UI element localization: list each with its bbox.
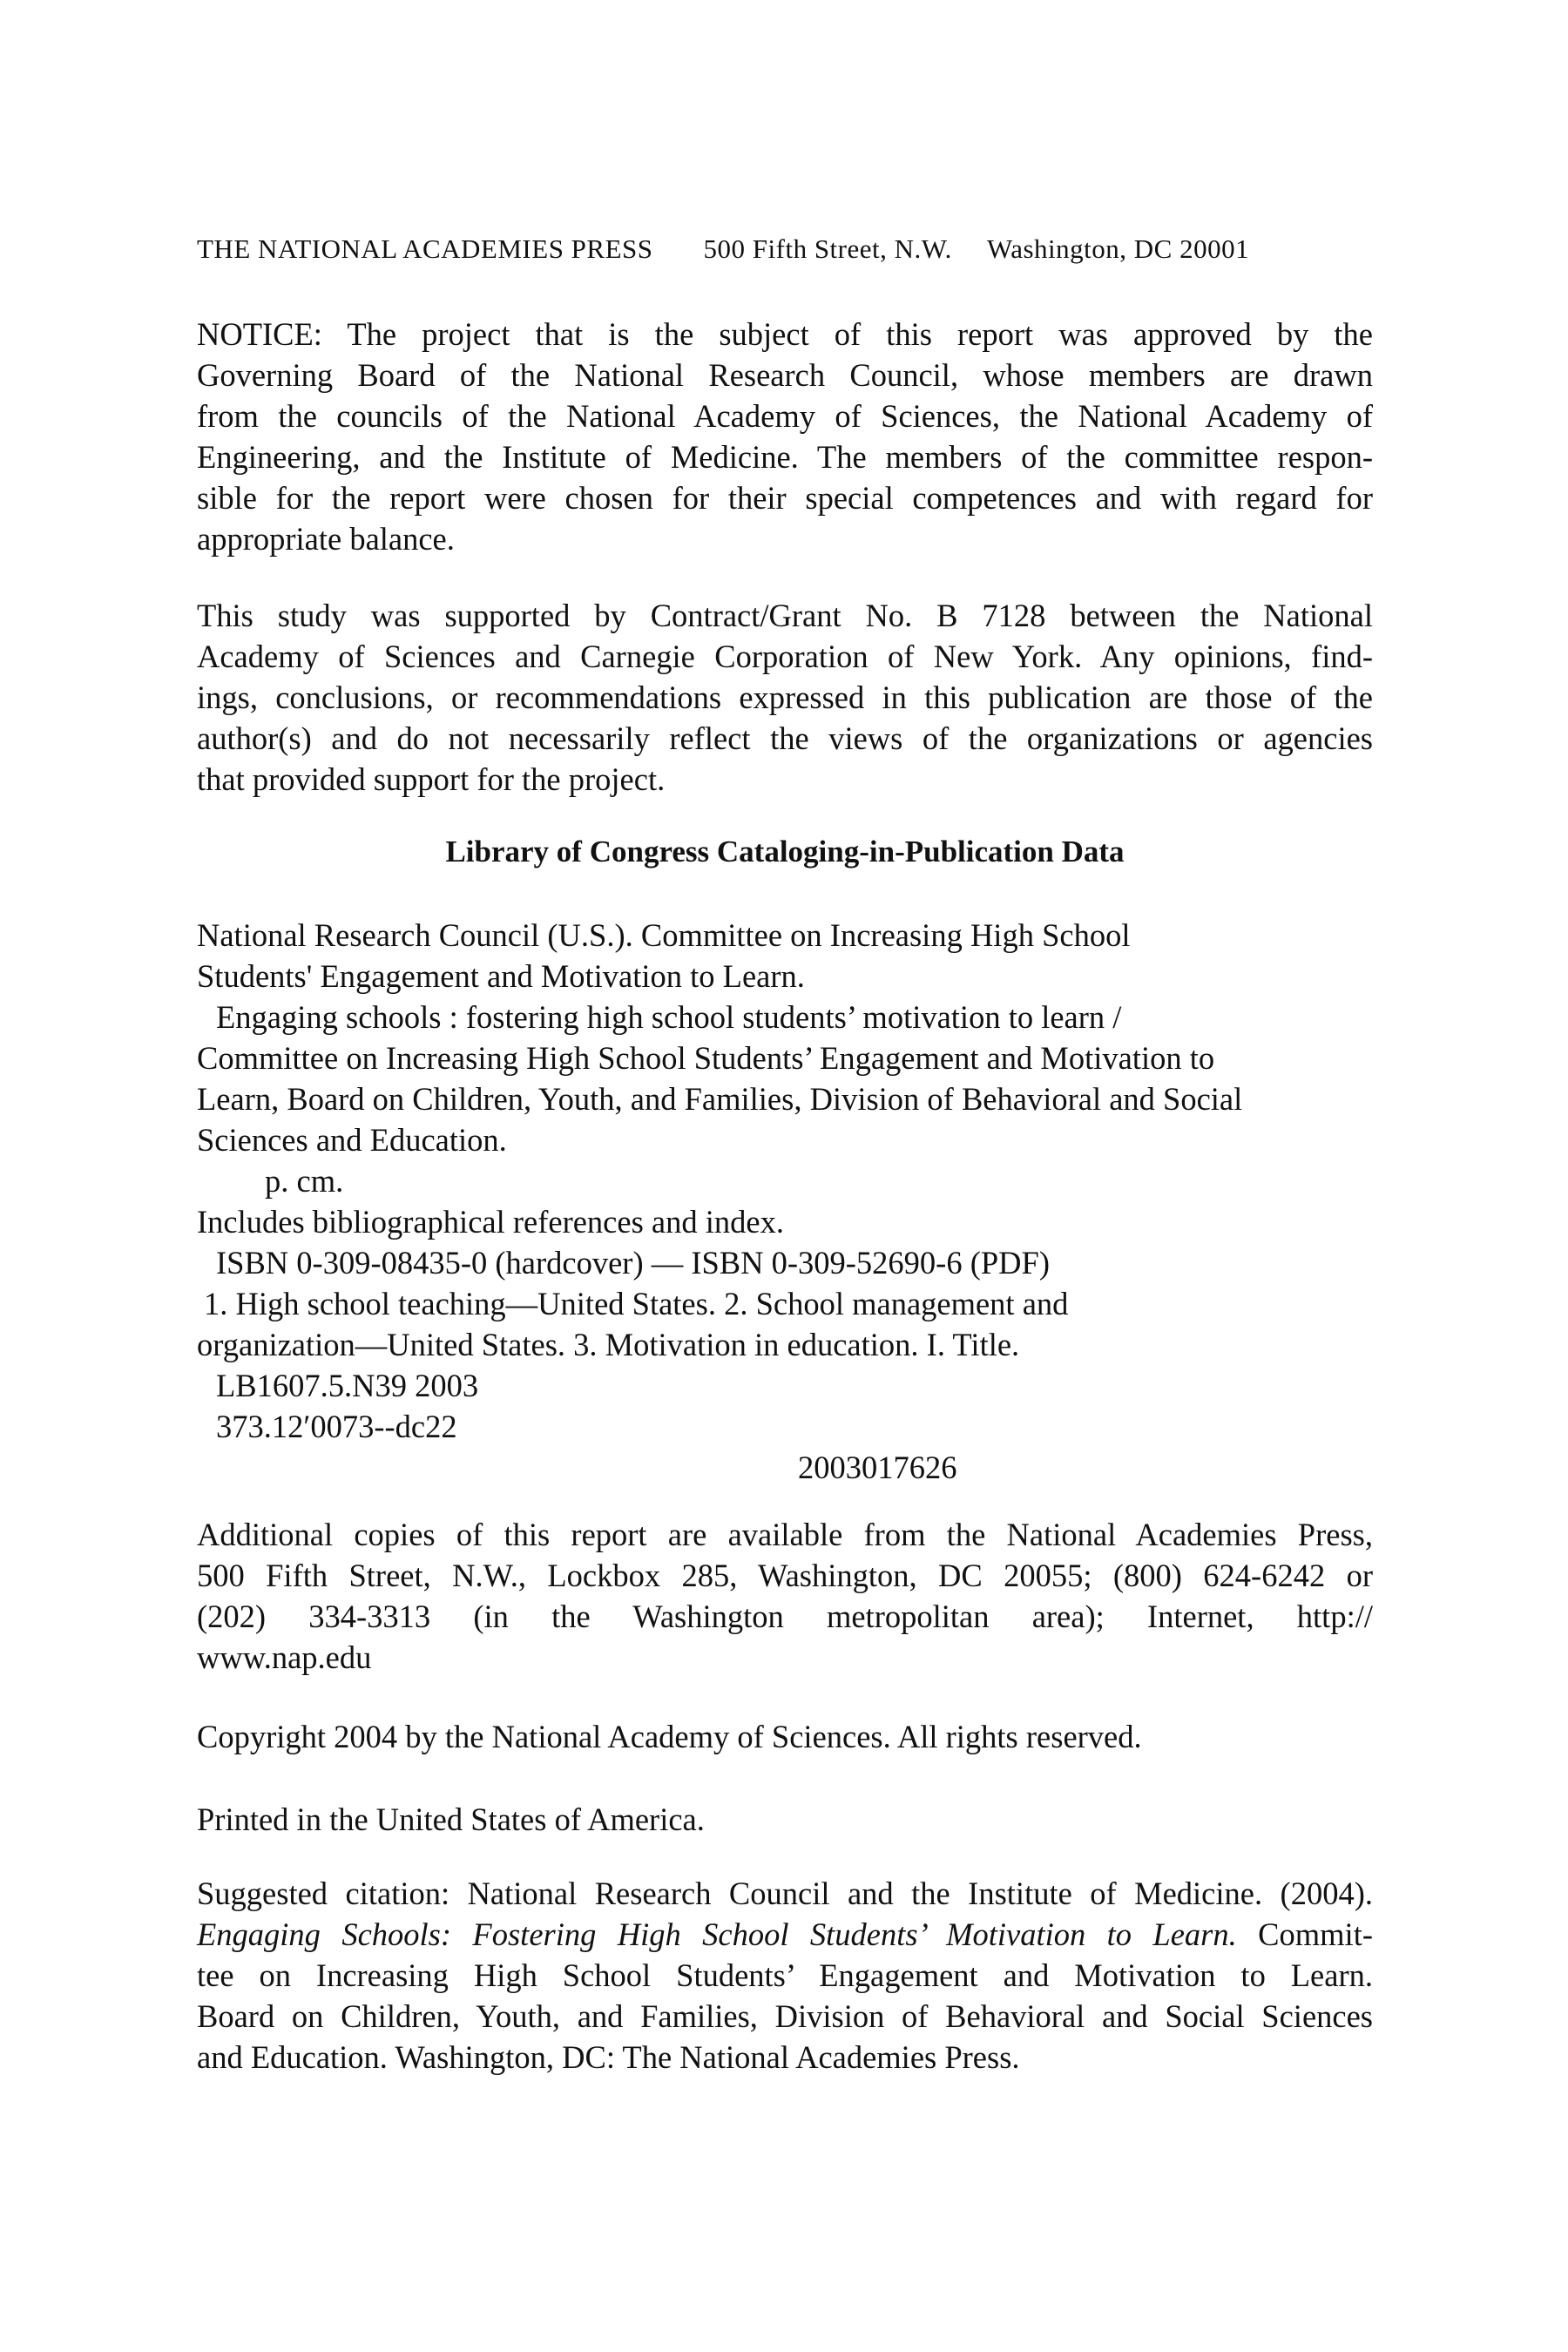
additional-copies-paragraph (197, 1514, 1373, 1678)
notice-line: appropriate balance. (197, 521, 455, 557)
citation-line: tee on Increasing High School Students’ Engagement and Motivation to Learn. (197, 1957, 1373, 1993)
notice-line: sible for the report were chosen for their special competences and with regard for (197, 480, 1373, 516)
citation-line: Suggested citation: National Research Council and the Institute of Medicine. (2004). (197, 1876, 1373, 1911)
cip-author-line: National Research Council (U.S.). Committee on Increasing High School (197, 917, 1131, 953)
additional-line: Additional copies of this report are available from the National Academies Press, (197, 1517, 1373, 1552)
support-line: author(s) and do not necessarily reflect the views of the organizations or agencies (197, 720, 1373, 756)
publisher-header (197, 233, 1373, 265)
notice-line: from the councils of the National Academy of Sciences, the National Academy of (197, 398, 1373, 434)
notice-line: Governing Board of the National Research Council, whose members are drawn (197, 357, 1373, 393)
support-paragraph (197, 595, 1373, 800)
support-line: that provided support for the project. (197, 761, 666, 797)
publisher-name: THE NATIONAL ACADEMIES PRESS (197, 233, 653, 264)
additional-line: (202) 334-3313 (in the Washington metropolitan area); Internet, http:// (197, 1598, 1373, 1634)
cip-dewey: 373.12′0073--dc22 (216, 1409, 457, 1444)
cip-heading: Library of Congress Cataloging-in-Publication Data (445, 835, 1125, 868)
cip-isbn: ISBN 0-309-08435-0 (hardcover) — ISBN 0-309-52690-6 (PDF) (216, 1245, 1050, 1281)
additional-line: 500 Fifth Street, N.W., Lockbox 285, Washington, DC 20055; (800) 624-6242 or (197, 1558, 1373, 1593)
publisher-street: 500 Fifth Street, N.W. (703, 233, 952, 264)
cip-bibliography: Includes bibliographical references and index. (197, 1204, 784, 1240)
citation-line: and Education. Washington, DC: The National Academies Press. (197, 2039, 1020, 2075)
printed-notice: Printed in the United States of America. (197, 1801, 705, 1837)
citation-line (197, 1914, 1373, 1955)
cip-lccn: 2003017626 (798, 1450, 957, 1485)
cip-record (197, 915, 1373, 1488)
notice-paragraph (197, 314, 1373, 559)
support-line: ings, conclusions, or recommendations expressed in this publication are those of the (197, 679, 1373, 715)
cip-subjects-line: organization—United States. 3. Motivation in education. I. Title. (197, 1327, 1020, 1362)
citation-line-rest: Commit- (1236, 1916, 1373, 1952)
publisher-city: Washington, DC 20001 (986, 233, 1250, 264)
copyright-notice: Copyright 2004 by the National Academy of Sciences. All rights reserved. (197, 1719, 1142, 1754)
citation-title: Engaging Schools: Fostering High School Students’ Motivation to Learn. (197, 1916, 1237, 1952)
cip-lc-class: LB1607.5.N39 2003 (216, 1368, 479, 1403)
notice-line: Engineering, and the Institute of Medicine. The members of the committee respon- (197, 439, 1373, 475)
cip-title-line: Sciences and Education. (197, 1122, 507, 1158)
cip-title-line: Engaging schools : fostering high school students’ motivation to learn / (216, 999, 1122, 1035)
cip-physical: p. cm. (265, 1163, 344, 1199)
cip-subjects-line: 1. High school teaching—United States. 2. School management and (204, 1286, 1069, 1321)
cip-title-line: Learn, Board on Children, Youth, and Families, Division of Behavioral and Social (197, 1081, 1243, 1117)
citation-line: Board on Children, Youth, and Families, Division of Behavioral and Social Sciences (197, 1998, 1373, 2034)
suggested-citation (197, 1873, 1373, 2078)
cip-title-line: Committee on Increasing High School Students’ Engagement and Motivation to (197, 1040, 1215, 1076)
support-line: Academy of Sciences and Carnegie Corporation of New York. Any opinions, find- (197, 639, 1373, 674)
cip-author-line: Students' Engagement and Motivation to Learn. (197, 958, 805, 994)
support-line: This study was supported by Contract/Grant No. B 7128 between the National (197, 598, 1373, 633)
notice-line: NOTICE: The project that is the subject of this report was approved by the (197, 316, 1373, 352)
additional-line: www.nap.edu (197, 1639, 372, 1675)
